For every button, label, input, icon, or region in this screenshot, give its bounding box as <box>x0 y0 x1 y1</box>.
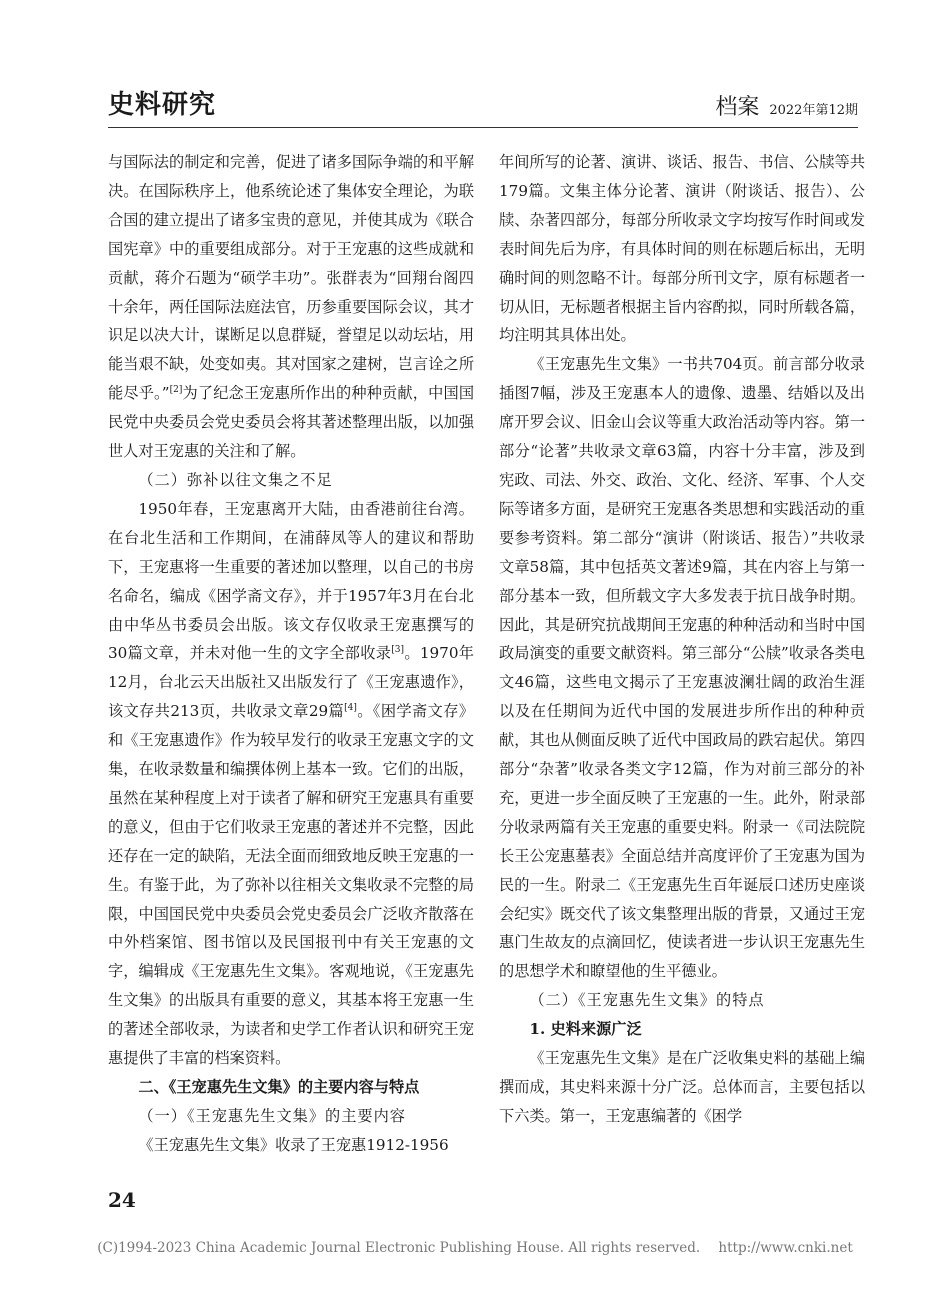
page-number: 24 <box>108 1188 136 1212</box>
footer-url[interactable]: http://www.cnki.net <box>718 1240 853 1256</box>
header-section-title: 史料研究 <box>108 90 217 120</box>
left-column <box>108 148 474 1160</box>
citation-3: [3] <box>391 645 405 656</box>
right-column <box>499 148 865 1131</box>
citation-2: [2] <box>169 385 183 396</box>
right-paragraph-3: 《王宠惠先生文集》是在广泛收集史料的基础上编撰而成，其史料来源十分广泛。总体而言，主要包括以下六类。第一，王宠惠编著的《困学 <box>499 1049 865 1125</box>
header-rule <box>108 127 858 128</box>
left-paragraph-2 <box>108 495 474 1073</box>
right-paragraph-2: 《王宠惠先生文集》一书共704页。前言部分收录插图7幅，涉及王宠惠本人的遗像、遗墨、结婚以及出席开罗会议、旧金山会议等重大政治活动等内容。第一部分“论著”共收录文章63篇，内容十分丰富，涉及到宪政、司法、外交、政治、文化、经济、军事、个人交际等诸多方面，是研究王宠惠各类思想和实践活动的重要参考资料。第二部分“演讲（附谈话、报告）”共收录文章58篇，其中包括英文著述9篇，其在内容上与第一部分基本一致，但所载文字大多发表于抗日战争时期。因此，其是研究抗战期间王宠惠的种种活动和当时中国政局演变的重要文献资料。第三部分“公牍”收录各类电文46篇，这些电文揭示了王宠惠波澜壮阔的政治生涯以及在任期间为近代中国的发展进步所作出的种种贡献，其也从侧面反映了近代中国政局的跌宕起伏。第四部分“杂著”收录各类文字12篇，作为对前三部分的补充，更进一步全面反映了王宠惠的一生。此外，附录部分收录两篇有关王宠惠的重要史料。附录一《司法院院长王公宠惠墓表》全面总结并高度评价了王宠惠为国为民的一生。附录二《王宠惠先生百年诞辰口述历史座谈会纪实》既交代了该文集整理出版的背景，又通过王宠惠门生故友的点滴回忆，使读者进一步认识王宠惠先生的思想学术和瞭望他的生平德业。 <box>499 355 865 981</box>
subheading-fill-gap: （二）弥补以往文集之不足 <box>138 470 333 489</box>
footer-copyright: (C)1994-2023 China Academic Journal Electronic Publishing House. All rights reserved. <box>97 1240 701 1256</box>
journal-name: 档案 <box>715 95 760 120</box>
subheading-main-content: （一）《王宠惠先生文集》的主要内容 <box>138 1106 406 1125</box>
left-p1-text: 与国际法的制定和完善，促进了诸多国际争端的和平解决。在国际秩序上，他系统论述了集体安全理论，为联合国的建立提出了诸多宝贵的意见，并使其成为《联合国宪章》中的重要组成部分。对于王宠惠的这些成就和贡献，蒋介石题为“硕学丰功”。张群表为“回翔台阁四十余年，两任国际法庭法官，历参重要国际会议，其才识足以决大计，谋断足以息群疑，誉望足以动坛坫，用能当艰不缺，处变如夷。其对国家之建树，岂言诠之所能尽乎。” <box>108 153 474 403</box>
left-p1-tail: 为了纪念王宠惠所作出的种种贡献，中国国民党中央委员会党史委员会将其著述整理出版，以加强世人对王宠惠的关注和了解。 <box>108 384 475 461</box>
left-p2-b: 。1970年12月，台北云天出版社又出版发行了《王宠惠遗作》，该文存共213页，共收录文章29篇 <box>108 644 474 721</box>
right-paragraph-1: 年间所写的论著、演讲、谈话、报告、书信、公牍等共179篇。文集主体分论著、演讲（附谈话、报告）、公牍、杂著四部分，每部分所收录文字均按写作时间或发表时间先后为序，有具体时间的则在标题后标出，无明确时间的则忽略不计。每部分所刊文字，原有标题者一切从旧，无标题者根据主旨内容酌拟，同时所载各篇，均注明其具体出处。 <box>499 153 865 345</box>
left-paragraph-3: 《王宠惠先生文集》收录了王宠惠1912-1956 <box>138 1135 449 1154</box>
left-p2-a: 1950年春，王宠惠离开大陆，由香港前往台湾。在台北生活和工作期间，在浦薛凤等人的建议和帮助下，王宠惠将一生重要的著述加以整理，以自己的书房名命名，编成《困学斋文存》，并于1957年3月在台北由中华丛书委员会出版。该文存仅收录王宠惠撰写的30篇文章，并未对他一生的文字全部收录 <box>108 499 474 663</box>
journal-issue: 2022年第12期 <box>769 103 858 118</box>
subheading-features: （二）《王宠惠先生文集》的特点 <box>529 991 765 1010</box>
footer <box>0 1240 950 1256</box>
left-paragraph-1 <box>108 148 474 466</box>
subheading-sources: 1. 史料来源广泛 <box>529 1020 642 1039</box>
section-heading-2: 二、《王宠惠先生文集》的主要内容与特点 <box>138 1078 420 1096</box>
left-p2-c: 。《困学斋文存》和《王宠惠遗作》作为较早发行的收录王宠惠文字的文集，在收录数量和编撰体例上基本一致。它们的出版，虽然在某种程度上对于读者了解和研究王宠惠具有重要的意义，但由于它们收录王宠惠的著述并不完整，因此还存在一定的缺陷，无法全面而细致地反映王宠惠的一生。有鉴于此，为了弥补以往相关文集收录不完整的局限，中国国民党中央委员会党史委员会广泛收齐散落在中外档案馆、图书馆以及民国报刊中有关王宠惠的文字，编辑成《王宠惠先生文集》。客观地说，《王宠惠先生文集》的出版具有重要的意义，其基本将王宠惠一生的著述全部收录，为读者和史学工作者认识和研究王宠惠提供了丰富的档案资料。 <box>108 702 474 1068</box>
citation-4: [4] <box>344 703 357 714</box>
header-journal <box>715 90 858 121</box>
